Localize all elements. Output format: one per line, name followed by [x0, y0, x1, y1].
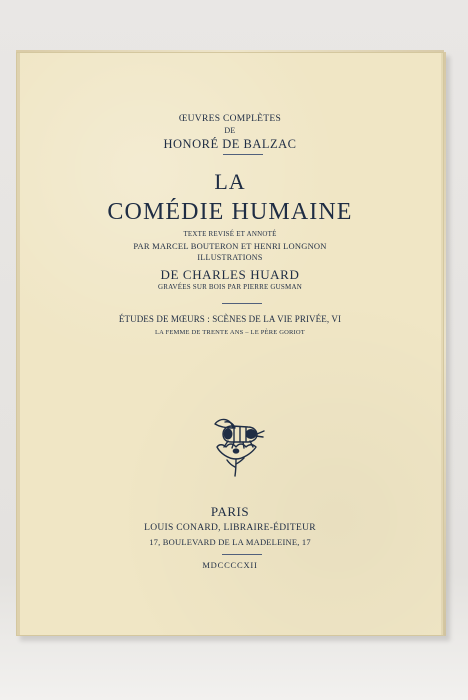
- address: 17, BOULEVARD DE LA MADELEINE, 17: [149, 537, 311, 547]
- revision-line: TEXTE REVISÉ ET ANNOTÉ: [183, 230, 277, 238]
- engraver-line: GRAVÉES SUR BOIS PAR PIERRE GUSMAN: [158, 283, 302, 291]
- series-line: ÉTUDES DE MŒURS : SCÈNES DE LA VIE PRIVÉE, VI: [118, 314, 342, 324]
- bee-flower-icon: [205, 416, 271, 478]
- year-rule: [222, 554, 262, 555]
- year: MDCCCCXII: [202, 560, 258, 570]
- works-line: LA FEMME DE TRENTE ANS – LE PÈRE GORIOT: [155, 329, 305, 336]
- publisher: LOUIS CONARD, LIBRAIRE-ÉDITEUR: [144, 523, 316, 533]
- author-name: HONORÉ DE BALZAC: [163, 137, 297, 151]
- editors-line: PAR MARCEL BOUTERON ET HENRI LONGNON: [133, 241, 327, 251]
- city: PARIS: [210, 504, 250, 519]
- book-cover: [16, 52, 444, 636]
- title-rule-top: [223, 154, 263, 155]
- illustrations-label: ILLUSTRATIONS: [197, 253, 263, 262]
- illustrator-line: DE CHARLES HUARD: [160, 267, 300, 282]
- series-rule: [222, 303, 262, 304]
- header-line-1: ŒUVRES COMPLÈTES: [178, 114, 282, 124]
- header-line-2: DE: [224, 126, 236, 135]
- title-line-1: LA: [214, 169, 246, 194]
- title-line-2: COMÉDIE HUMAINE: [107, 199, 353, 225]
